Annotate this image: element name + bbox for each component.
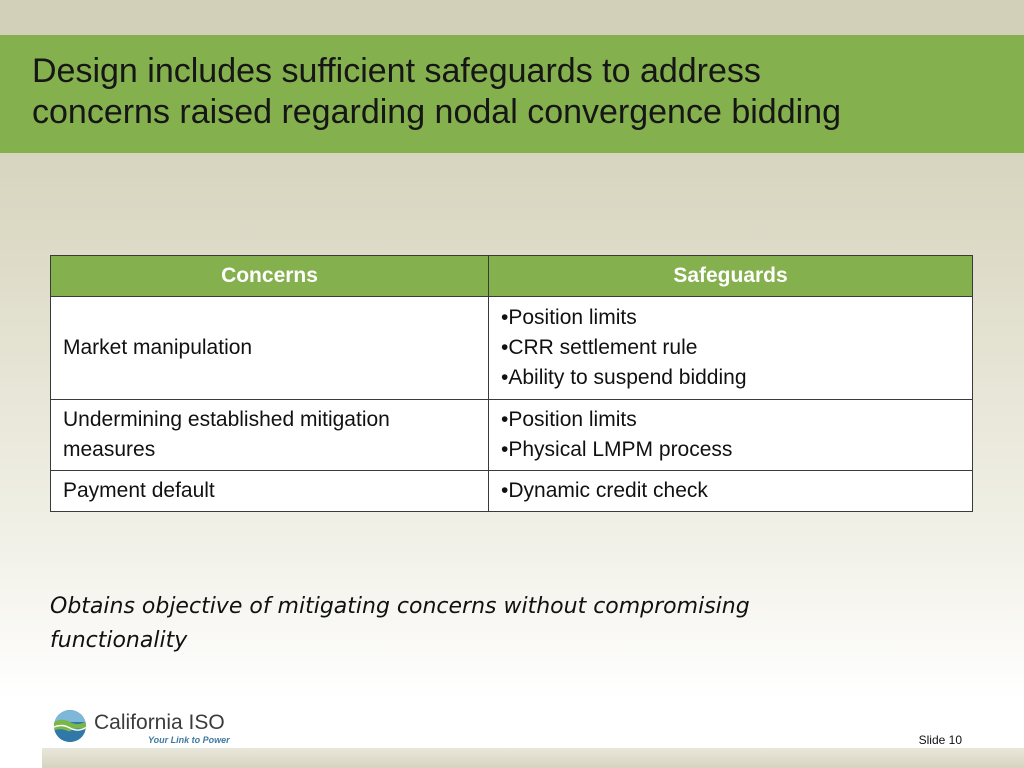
conclusion-text: Obtains objective of mitigating concerns without compromising functionality xyxy=(50,594,750,653)
slide-title-line-2: concerns raised regarding nodal convergence bidding xyxy=(32,93,841,131)
safeguard-item: •Physical LMPM process xyxy=(501,438,733,461)
logo-wordmark: California ISO xyxy=(94,711,225,734)
footer-band xyxy=(42,748,1024,768)
top-strip xyxy=(0,0,1024,35)
safeguard-item: •Position limits xyxy=(501,408,637,431)
safeguard-item: •Ability to suspend bidding xyxy=(501,366,747,389)
slide-title-line-1: Design includes sufficient safeguards to address xyxy=(32,52,761,90)
california-iso-logo xyxy=(52,708,252,748)
concern-cell: Undermining established mitigation measures xyxy=(51,400,489,471)
safeguard-item: •Position limits xyxy=(501,306,637,329)
safeguards-cell xyxy=(489,471,973,512)
safeguards-cell xyxy=(489,297,973,400)
header-concerns: Concerns xyxy=(51,256,489,297)
table-row xyxy=(51,297,973,400)
table-row xyxy=(51,400,973,471)
california-iso-logo-icon xyxy=(52,708,88,744)
table-header-row xyxy=(51,256,973,297)
safeguard-item: •CRR settlement rule xyxy=(501,336,698,359)
logo-tagline: Your Link to Power xyxy=(148,735,230,745)
safeguard-item: •Dynamic credit check xyxy=(501,479,708,502)
header-safeguards: Safeguards xyxy=(489,256,973,297)
slide-title xyxy=(32,51,1024,133)
table-row xyxy=(51,471,973,512)
title-bar xyxy=(0,35,1024,153)
safeguards-cell xyxy=(489,400,973,471)
concerns-safeguards-table xyxy=(50,255,973,512)
slide-number: Slide 10 xyxy=(918,733,962,747)
concern-cell: Market manipulation xyxy=(51,297,489,400)
concern-cell: Payment default xyxy=(51,471,489,512)
